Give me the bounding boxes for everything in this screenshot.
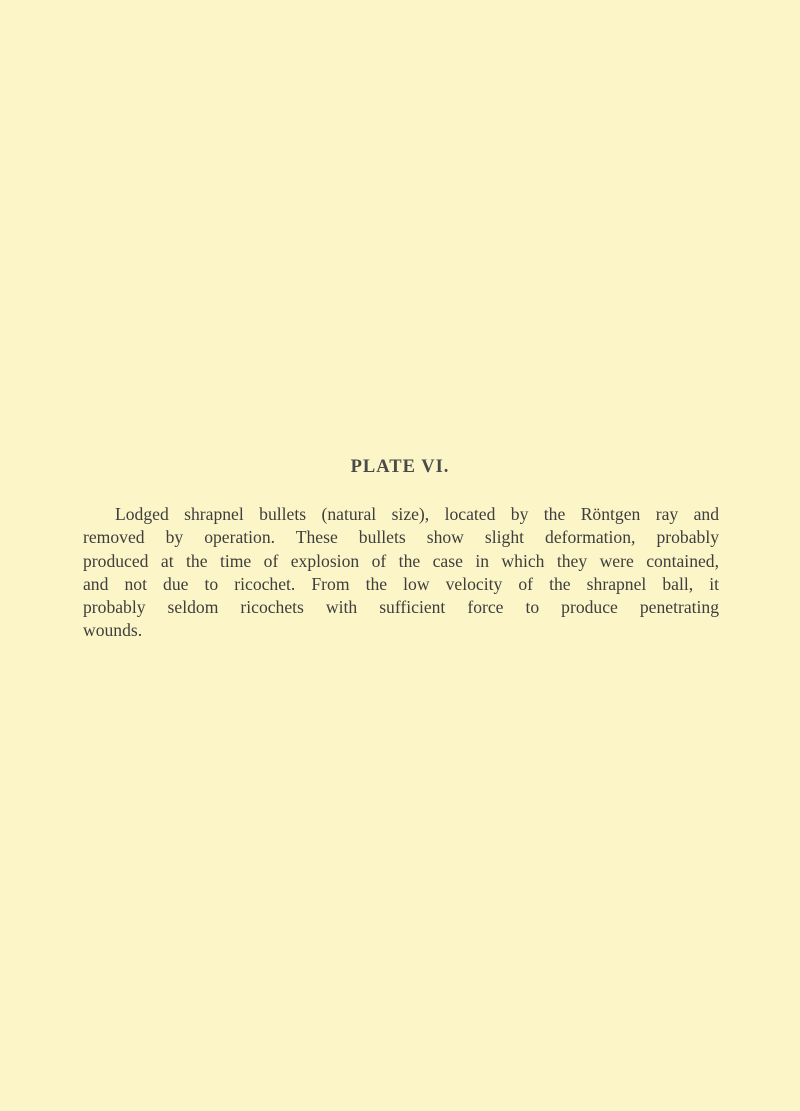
- caption-line: probably seldom ricochets with sufficient force to produce penetrating: [83, 597, 719, 618]
- caption-line: produced at the time of explosion of the case in which they were contained,: [83, 550, 719, 571]
- plate-caption: [83, 503, 719, 643]
- caption-line: and not due to ricochet. From the low velocity of the shrapnel ball, it: [83, 573, 719, 594]
- caption-line: wounds.: [83, 620, 143, 641]
- caption-line: removed by operation. These bullets show slight deformation, probably: [83, 527, 719, 548]
- caption-line: Lodged shrapnel bullets (natural size), located by the Röntgen ray and: [115, 504, 719, 524]
- plate-title: PLATE VI.: [350, 457, 450, 477]
